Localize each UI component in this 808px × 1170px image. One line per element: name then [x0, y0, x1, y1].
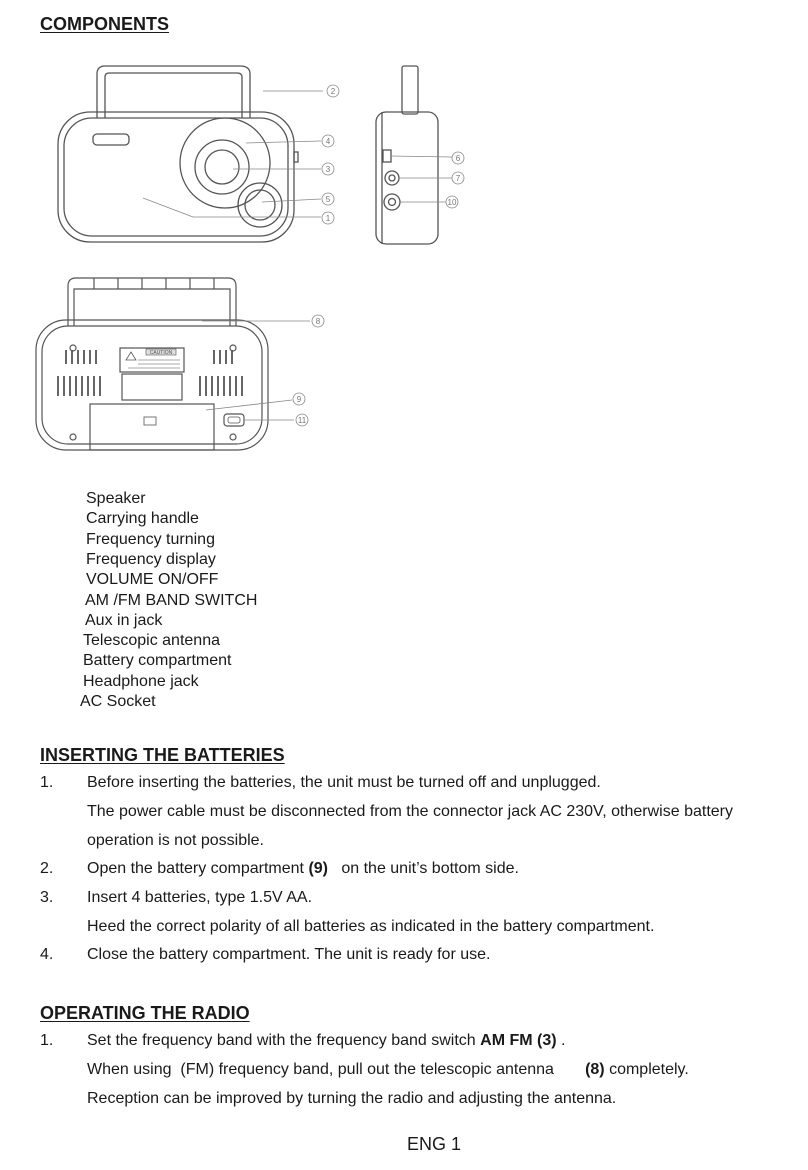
- component-label: VOLUME ON/OFF: [86, 571, 219, 589]
- step-number: 4.: [40, 946, 54, 963]
- component-label: Carrying handle: [86, 510, 199, 528]
- svg-text:8: 8: [315, 317, 321, 326]
- step-number: 1.: [40, 1032, 54, 1049]
- step-text: The power cable must be disconnected from the connector jack AC 230V, otherwise battery: [87, 803, 733, 820]
- svg-text:3: 3: [325, 165, 331, 174]
- caution-label: CAUTION: [149, 350, 173, 356]
- step-text: When using (FM) frequency band, pull out the telescopic antenna (8) completely.: [87, 1061, 689, 1078]
- svg-text:2: 2: [330, 87, 336, 96]
- step-text: Reception can be improved by turning the radio and adjusting the antenna.: [87, 1090, 617, 1107]
- step-text: Open the battery compartment (9) on the unit’s bottom side.: [87, 860, 519, 877]
- reference-number: (8): [585, 1061, 605, 1078]
- component-label: AM /FM BAND SWITCH: [85, 591, 258, 609]
- component-label: Battery compartment: [83, 652, 232, 670]
- batteries-heading: INSERTING THE BATTERIES: [40, 745, 285, 765]
- component-label: Speaker: [86, 490, 146, 507]
- step-number: 1.: [40, 774, 54, 791]
- step-number: 2.: [40, 860, 54, 877]
- component-label: Headphone jack: [83, 672, 199, 690]
- step-text: Before inserting the batteries, the unit must be turned off and unplugged.: [87, 774, 601, 791]
- component-label: Telescopic antenna: [83, 632, 220, 650]
- component-label: Frequency display: [86, 550, 216, 568]
- step-number: 3.: [40, 889, 54, 906]
- step-text: Close the battery compartment. The unit is ready for use.: [87, 946, 491, 963]
- step-text: Set the frequency band with the frequency band switch AM FM (3) .: [87, 1032, 566, 1049]
- operating-heading: OPERATING THE RADIO: [40, 1003, 250, 1023]
- svg-text:10: 10: [447, 198, 457, 207]
- component-label: Frequency turning: [86, 530, 215, 548]
- components-heading: COMPONENTS: [40, 14, 170, 34]
- radio-back-view: [28, 272, 328, 457]
- svg-text:11: 11: [297, 416, 307, 425]
- svg-text:1: 1: [325, 214, 331, 223]
- step-text: Insert 4 batteries, type 1.5V AA.: [87, 889, 313, 906]
- radio-front-view: [50, 60, 360, 250]
- step-text: Heed the correct polarity of all batteries as indicated in the battery compartment.: [87, 918, 655, 935]
- reference-number: (9): [308, 860, 329, 877]
- page-footer: ENG 1: [406, 1134, 462, 1154]
- svg-text:4: 4: [325, 137, 331, 146]
- radio-side-view: [370, 62, 480, 252]
- reference-number: AM FM (3): [480, 1032, 557, 1049]
- component-label: Aux in jack: [85, 611, 163, 629]
- svg-text:5: 5: [325, 195, 331, 204]
- svg-text:6: 6: [455, 154, 461, 163]
- svg-text:7: 7: [455, 174, 461, 183]
- step-text: operation is not possible.: [87, 832, 264, 849]
- svg-text:9: 9: [296, 395, 302, 404]
- component-label: AC Socket: [80, 693, 156, 710]
